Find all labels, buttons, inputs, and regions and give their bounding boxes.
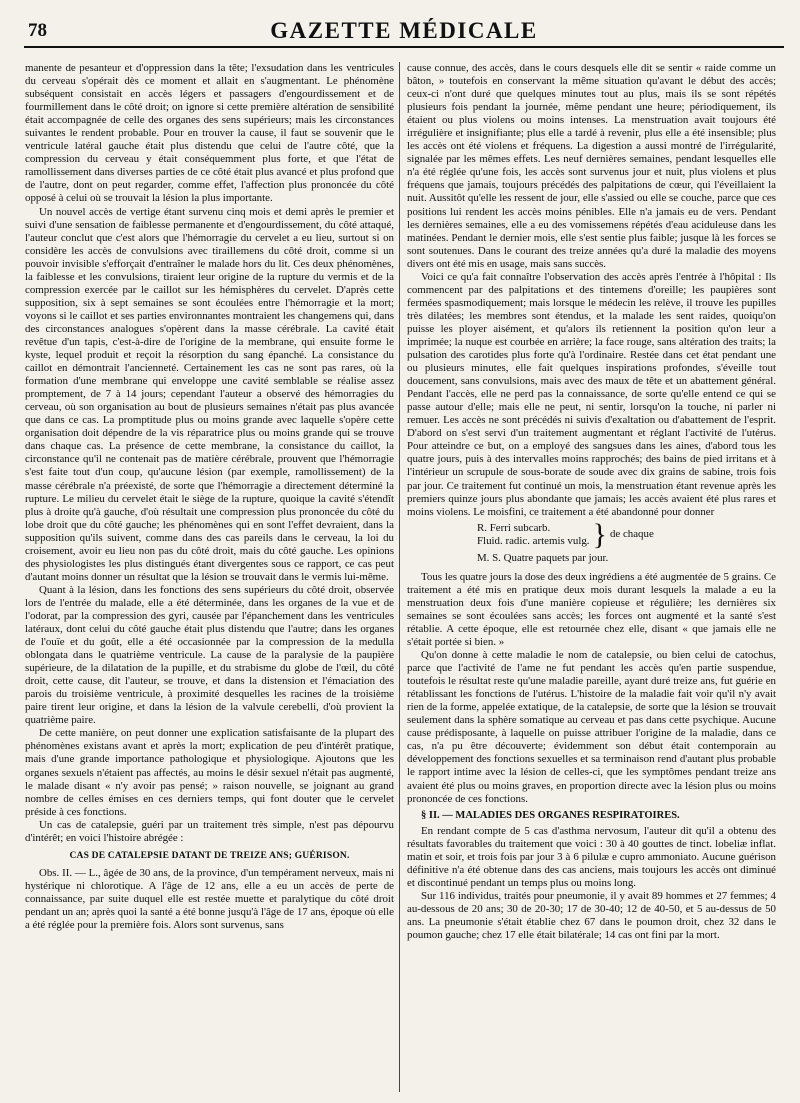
left-column: [25, 62, 394, 1092]
paragraph: Qu'on donne à cette maladie le nom de catalepsie, ou bien celui de catochus, parce que l'activité de l'ame ne fut pendant les accès qu'en partie suspendue, toutefois le résultat reste qu'une maladie pareille, ayant duré treize ans, fut guérie en rétablissant les fonctions de l'utérus. L'histoire de la maladie fait voir qu'il n'y avait rien de la forme, appelée extatique, de la catalepsie, de sorte que la lésion se trouvait seulement dans la sphère somatique au cerveau et pas dans cette psychique. Aucune cause prédisposante, à laquelle on puisse attribuer l'origine de la maladie, dans ce cas, n'a pu être découverte; évidemment son début était contemporain au développement des fonctions sexuelles et sa terminaison rend d'autant plus probable le rapport intime avec la lésion de celles-ci, que les symptômes pendant treize ans avaient été plus ou moins graves, en proportion directe avec la lésion plus ou moins prononcée de ces fonctions.: [407, 649, 776, 805]
paragraph: Un cas de catalepsie, guéri par un traitement très simple, n'est pas dépourvu d'intérêt; en voici l'histoire abrégée :: [25, 818, 394, 844]
prescription-line: R. Ferri subcarb.: [477, 521, 551, 534]
paragraph: cause connue, des accès, dans le cours desquels elle dit se sentir « raide comme un bâton, » toutefois en conservant la même situation qu'avant le début des accès; ceux-ci n'ont duré que quelques minutes tout au plus, mais ils se sont répétés plusieurs fois pendant la journée, même pendant une heure; périodiquement, ils étaient ou plus violens ou moins intenses. La menstruation avait toujours été irrégulière et insignifiante; plus elle a tardé à revenir, plus elle a été insensible; plus les accès ont été violens et fréquens. La digestion a aussi montré de l'irrégularité, signalée par les mêmes effets. Les neuf dernières semaines, pendant lesquelles elle n'a été réglée qu'une fois, les accès sont survenus jour et nuit, plus violens et plus fréquens que jamais, toujours précédés des palpitations de cœur, qui l'éveillaient la nuit. Aussitôt qu'elle les ressent de jour, elle s'assied ou elle se couche, parce que ces positions lui rendent les accès moins pénibles. Elle n'a jamais eu de vers. Pendant les dernières semaines, elle a eu des vomissemens répétés d'eau aciduleuse dans les matinées. Pendant le dernier mois, elle s'est sentie plus faible; jusque là les forces se sont soutenues. Dans le courant des treize années qu'a duré la maladie des moyens divers ont été mis en usage, mais sans succès.: [407, 62, 776, 270]
paragraph: Quant à la lésion, dans les fonctions des sens supérieurs du côté droit, observée lors de l'entrée du malade, elle a été déterminée, dans les organes de la vue et de l'odorat, par la compression des gyri, causée par l'épanchement dans les ventricules latéraux, dont celui du côté gauche était plus distendu que l'autre; dans les organes de l'ouïe et du goût, elle a été occasionnée par la compression de la medulla oblongata dans le quatrième ventricule. La cause de la paralysie de la paupière supérieure, de la dilatation de la pupille, et du strabisme du globe de l'œil, du côté droit, cette cause, dit l'auteur, se trouve, et dans la distension et l'émaciation des parois du troisième ventricule, à proximité desquelles les racines de la troisième paire tirent leur origine, et dans la lésion de la valvule cerebelli, d'où provient la quatrième paire.: [25, 583, 394, 727]
paragraph: En rendant compte de 5 cas d'asthma nervosum, l'auteur dit qu'il a obtenu des résultats favorables du traitement que voici : 30 à 40 gouttes de tinct. lobeliæ inflat. matin et soir, et trois fois par jour 3 à 6 pilulæ e cupro ammoniato. Aucune guérison définitive n'a été obtenue dans des cas anciens, mais toujours les accès ont diminué et discontinué pendant un temps plus ou moins long.: [407, 824, 776, 889]
prescription-signature: M. S. Quatre paquets par jour.: [477, 551, 609, 564]
paragraph: Tous les quatre jours la dose des deux ingrédiens a été augmentée de 5 grains. Ce traitement a été mis en pratique deux mois durant lesquels la malade a eu la menstruation deux fois d'une manière copieuse et régulière; les dernières six semaines se sont écoulées sans accès; les forces ont augmenté et la santé s'est rétablie. A cette époque, elle est retournée chez elle, disant « que jamais elle ne s'était portée si bien. »: [407, 570, 776, 649]
section-heading: § II. — MALADIES DES ORGANES RESPIRATOIRES.: [421, 809, 680, 821]
right-column: [407, 62, 776, 1092]
page-number: 78: [28, 20, 47, 41]
column-divider: [399, 62, 400, 1092]
prescription-line: Fluid. radic. artemis vulg.: [477, 534, 590, 547]
observation-paragraph: Obs. II. — L., âgée de 30 ans, de la province, d'un tempérament nerveux, mais ni hystérique ni chlorotique. A l'âge de 12 ans, elle a eu un accès de perte de connaissance, par suite duquel elle est restée muette et paralytique du côté droit pendant un an; après quoi la santé a été bonne jusqu'à l'âge de 17 ans, époque où elle a été réglée pour la première fois. Alors sont survenus, sans: [25, 866, 394, 932]
prescription: [477, 517, 776, 551]
paragraph: Un nouvel accès de vertige étant survenu cinq mois et demi après le premier et suivi d'une sensation de faiblesse permanente et d'engourdissement, du côté attaqué, l'auteur conclut que c'est alors que l'hémorragie du cervelet a eu lieu, surtout si on considère les accès de convulsions avec tiraillemens du côté droit, comme si un pouvoir invisible s'efforçait d'entraîner le malade hors du lit. Ces deux phénomènes, la faiblesse et les convulsions, tiraient leur origine de la rupture du vermis et de la compression exercée par le caillot sur les hémisphères du cervelet. D'après cette supposition, six à sept semaines se sont écoulées entre l'hémorragie et la mort; voyons si le caillot et ses parties environnantes montraient les changemens qui, dans des circonstances analogues s'opèrent dans la masse cérébrale. La cavité était revêtue d'un tapis, c'est-à-dire de l'origine de la membrane, qui ensuite forme le kyste, lequel produit et reçoit la résorption du sang épanché. La consistance du caillot en démontrait l'ancienneté. Certainement les cas ne sont pas rares, où la formation d'une membrane qui enveloppe une cavité semblable se réalise assez promptement, de 7 à 14 jours; cependant l'auteur a observé des hémorragies du cerveau, où son organisation au bout de plusieurs semaines n'était pas plus avancée que dans ce cas. La promptitude plus ou moins grande avec laquelle s'opère cette organisation doit dépendre de la vis réparatrice plus ou moins grande qui se trouve dans chaque cas. La présence de cette membrane, la consistance du caillot, la circonstance qu'il ne contenait pas de matière cérébrale, prouvent que l'hémorragie s'est faite tout d'un coup, qu'aucune lésion (par exemple, ramollissement) de la masse cérébrale n'a préexisté, de sorte que l'hémorragie a directement déterminé la rupture. Le milieu du cervelet était le siège de la rupture, quoique la cavité s'étendît plus à droite qu'à gauche, d'où résultait une compression plus prononcée du côté du lobe droit que du côté gauche; les phénomènes qui en sont l'effet devraient, dans la supposition qu'ils suivent, comme dans des cas pareils dans le cerveau, la loi du croisement, avoir eu lieu non pas du côté droit, mais du côté gauche. Les opinions des physiologistes les plus distingués étant divergentes sous ce rapport, ce cas peut d'autant moins donner un résultat que la lésion se trouvait dans le vermis lui-même.: [25, 205, 394, 583]
prescription-quantity: de chaque: [609, 528, 654, 541]
paragraph: De cette manière, on peut donner une explication satisfaisante de la plupart des phénomènes existans avant et après la mort; explication de peu d'intérêt pratique, mais d'une grande importance pathologique et physiologique. Ajoutons que les organes sexuels n'étaient pas affectés, au moins le désir sexuel n'était pas augmenté, le malade disant « n'y avoir pas pensé; » raison nouvelle, se joignant au grand nombre de celles émises en ces derniers temps, qui font douter que le cervelet préside à ces fonctions.: [25, 727, 394, 818]
brace-glyph: }: [592, 517, 607, 551]
paragraph: manente de pesanteur et d'oppression dans la tête; l'exsudation dans les ventricules du cerveau s'opérait dès ce moment et allait en s'augmentant. Le phénomène subséquent consistait en accès légers et passagers d'engourdissement et de fourmillement dans le côté droit; on ignore si cette première altération de sensibilité était accompagnée de celle des organes des sens supérieurs; mais les circonstances suivantes le rendent probable. Pour en trouver la cause, il faut se souvenir que le ventricule latéral gauche était plus distendu que celui de l'autre côté, que la compression du cerveau y était conséquemment plus forte, et que l'état de ramollissement dans diverses parties de ce côté était plus avancé et plus profond que de l'autre, dont on peut regarder, comme effet, l'affection plus prononcée du côté opposé à celui où se trouvait la lésion la plus importante.: [25, 62, 394, 205]
page-header: [24, 16, 784, 48]
journal-title: GAZETTE MÉDICALE: [270, 18, 538, 43]
section-heading: CAS DE CATALEPSIE DATANT DE TREIZE ANS; GUÉRISON.: [69, 850, 350, 861]
paragraph: Voici ce qu'a fait connaître l'observation des accès après l'entrée à l'hôpital : Ils commencent par des palpitations et des tintemens d'oreille; les paupières sont fermées spasmodiquement; mais lorsque le médecin les relève, il trouve les pupilles très dilatées; les membres sont étendus, et la malade les sent raides, quoiqu'on puisse les ployer aisément, et qu'alors ils retiennent la position qu'on leur a imprimée; la nuque est courbée en arrière; la face rouge, sans altération des traits; la pulsation des carotides plus forte qu'à l'ordinaire. Restée dans cet état pendant une ou plusieurs minutes, elle fait quelques inspirations profondes, s'éveille tout doucement, sans convulsions, mais avec des maux de tête et un abattement général. Pendant l'accès, elle ne perd pas la connaissance, de sorte qu'elle entend ce qui se passe autour d'elle; mais elle ne peut, ni sentir, lorsqu'on la touche, ni parler ni remuer. Les accès ne sont précédés ni suivis d'exaltation ou d'abattement de l'esprit. D'abord on s'est servi d'un traitement augmentant et réglant l'activité de l'utérus. Pour atteindre ce but, on a employé des sangsues dans les aines, d'abord tous les quatre jours, puis à des intervalles moins rapprochés; des bains de pied irritans et à l'intérieur un scrupule de sous-borate de soude avec dix grains de sabine, trois fois par jour. Ce traitement fut continué un mois, la menstruation étant revenue après les premiers quinze jours plus abondante que jamais; les accès avaient été plus rares et moins violens. Le moisfini, ce traitement a été abandonné pour donner: [407, 270, 776, 518]
paragraph: Sur 116 individus, traités pour pneumonie, il y avait 89 hommes et 27 femmes; 4 au-dessous de 20 ans; 30 de 20-30; 17 de 30-40; 12 de 40-50, et 5 au-dessus de 50 ans. La pneumonie s'était établie chez 67 dans le poumon droit, chez 32 dans le poumon gauche; chez 17 elle était bilatérale; 14 cas ont fini par la mort.: [407, 889, 776, 942]
